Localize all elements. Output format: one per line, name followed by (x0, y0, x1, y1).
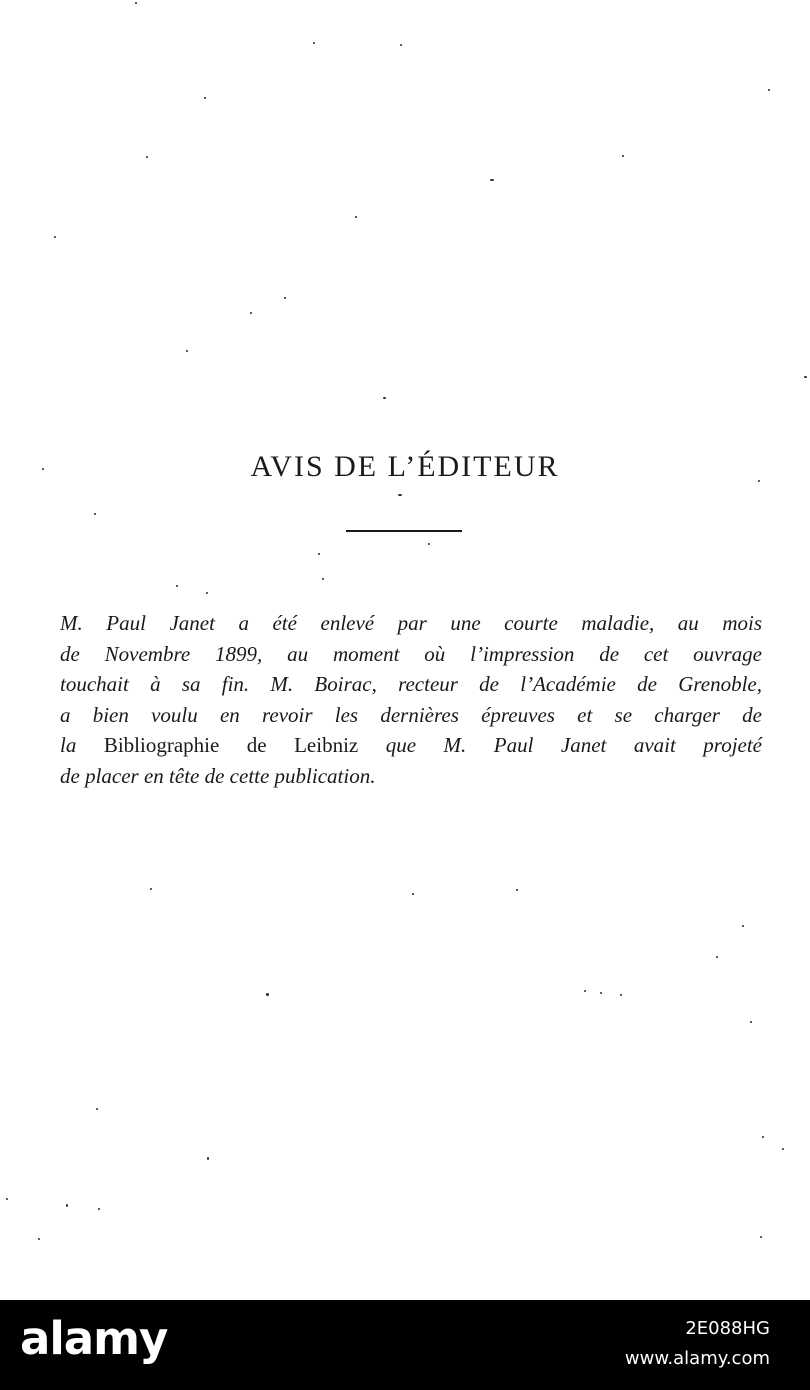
scan-speck (266, 993, 269, 996)
alamy-logo: alamy (20, 1312, 168, 1365)
paragraph-line: M. Paul Janet a été enlevé par une courte maladie, au mois (60, 611, 762, 635)
site-url: www.alamy.com (624, 1348, 770, 1369)
scan-speck (622, 155, 624, 157)
scan-speck (762, 1136, 764, 1138)
scan-speck (750, 1021, 752, 1023)
scan-speck (250, 312, 252, 314)
scan-speck (716, 956, 718, 958)
paragraph-fragment: la (60, 733, 77, 758)
scan-speck (322, 578, 324, 580)
scan-speck (400, 44, 402, 46)
scan-speck (584, 990, 586, 992)
scan-speck (620, 994, 622, 996)
title-rule (346, 530, 462, 532)
scan-speck (6, 1198, 8, 1200)
scan-speck (383, 397, 386, 399)
scan-speck (428, 543, 430, 545)
scan-speck (94, 513, 96, 515)
scan-speck (66, 1204, 68, 1207)
scan-speck (135, 2, 137, 4)
scan-speck (600, 992, 602, 994)
scan-speck (782, 1148, 784, 1150)
paragraph-line: de Novembre 1899, au moment où l’impression de cet ouvrage (60, 641, 762, 666)
scan-speck (150, 888, 152, 890)
watermark-bar (0, 1300, 810, 1390)
scan-speck (98, 1208, 100, 1210)
scan-speck (318, 553, 320, 555)
scan-speck (490, 179, 494, 181)
scan-speck (516, 889, 518, 891)
scan-speck (204, 97, 206, 99)
image-id: 2E088HG (685, 1318, 770, 1339)
scan-speck (176, 585, 178, 587)
scan-speck (146, 156, 148, 158)
scan-speck (313, 42, 315, 44)
scan-speck (355, 216, 357, 218)
scan-speck (742, 925, 744, 927)
scan-speck (206, 592, 208, 594)
scan-speck (96, 1108, 98, 1110)
paragraph-line: a bien voulu en revoir les dernières épreuves et se charger de (60, 702, 762, 727)
scan-speck (38, 1238, 40, 1240)
scan-speck (207, 1157, 209, 1160)
paragraph-line (60, 730, 762, 761)
scan-speck (804, 376, 807, 378)
scan-speck (768, 89, 770, 91)
page-title: AVIS DE L’ÉDITEUR (250, 450, 560, 483)
bibliography-title: Bibliographie de Leibniz (103, 733, 359, 758)
scan-speck (760, 1236, 762, 1238)
paragraph-line: touchait à sa fin. M. Boirac, recteur de l’Académie de Grenoble, (60, 672, 762, 697)
scan-speck (412, 893, 414, 895)
scan-speck (284, 297, 286, 299)
paragraph-fragment: que M. Paul Janet avait projeté (385, 733, 763, 758)
scan-speck (186, 350, 188, 352)
editor-note-paragraph (60, 608, 762, 792)
scan-speck (54, 236, 56, 238)
scan-speck (398, 494, 402, 496)
paragraph-line: de placer en tête de cette publication. (60, 763, 376, 788)
